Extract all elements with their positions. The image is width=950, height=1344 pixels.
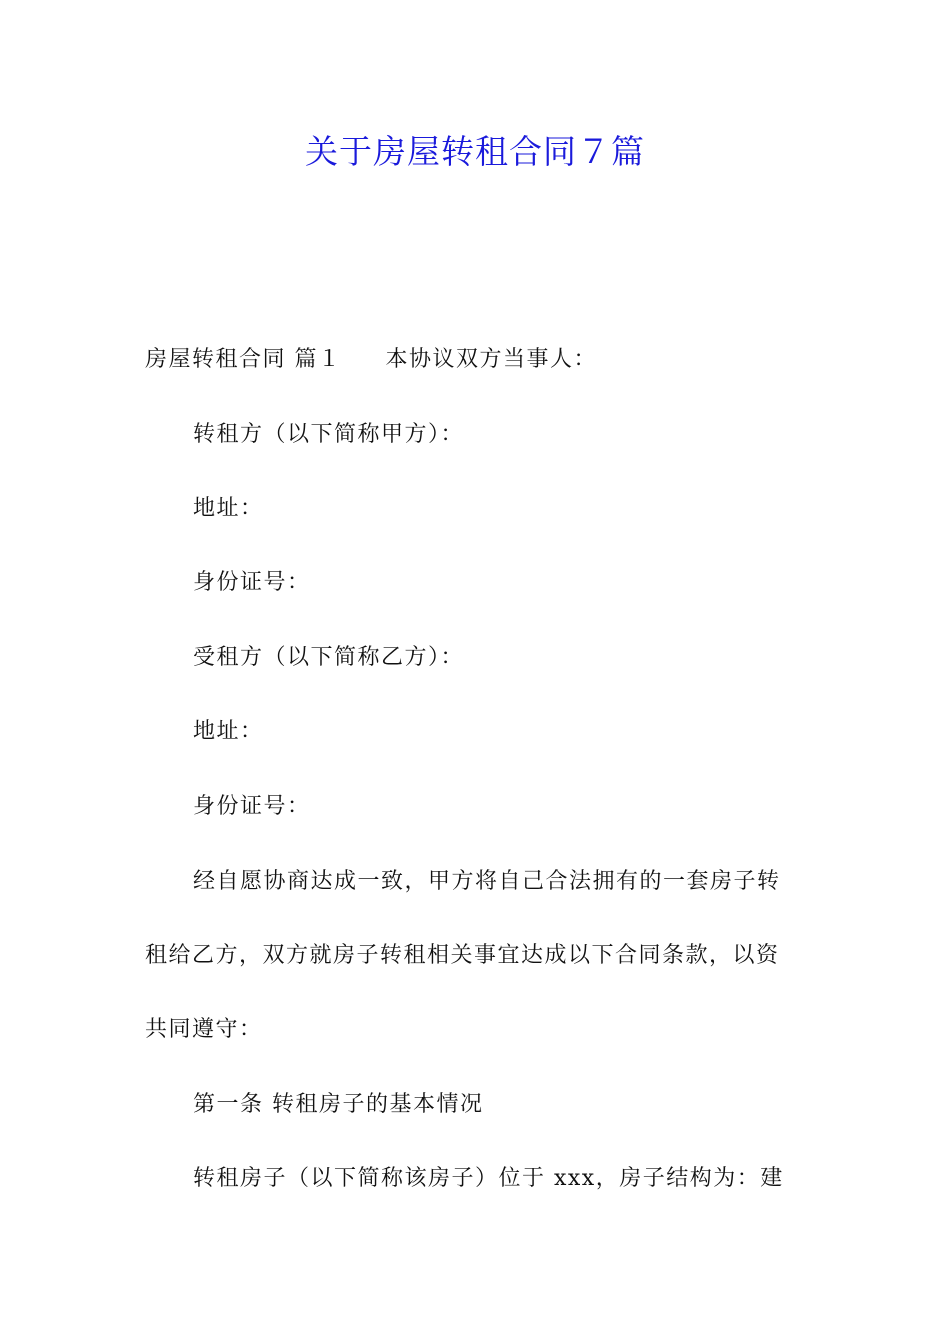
sublessee-id-line: 身份证号： — [193, 794, 311, 819]
paragraph-line-1: 经自愿协商达成一致，甲方将自己合法拥有的一套房子转 — [193, 869, 781, 894]
contract-heading-title: 房屋转租合同 篇１ — [145, 347, 342, 372]
contract-heading — [145, 343, 815, 377]
sublessor-line: 转租方（以下简称甲方）： — [193, 422, 465, 447]
paragraph-line-3: 共同遵守： — [145, 1017, 263, 1042]
contract-heading-parties: 本协议双方当事人： — [385, 347, 598, 372]
paragraph-line-2: 租给乙方，双方就房子转租相关事宜达成以下合同条款，以资 — [145, 943, 780, 968]
sublessor-id-line: 身份证号： — [193, 570, 311, 595]
document-title: 关于房屋转租合同７篇 — [305, 132, 645, 171]
sublessee-address-line: 地址： — [193, 719, 264, 744]
sublessee-line: 受租方（以下简称乙方）： — [193, 645, 465, 670]
sublessor-address-line: 地址： — [193, 496, 264, 521]
article-one-heading: 第一条 转租房子的基本情况 — [193, 1092, 484, 1117]
article-one-text: 转租房子（以下简称该房子）位于 xxx，房子结构为：建 — [193, 1166, 784, 1191]
